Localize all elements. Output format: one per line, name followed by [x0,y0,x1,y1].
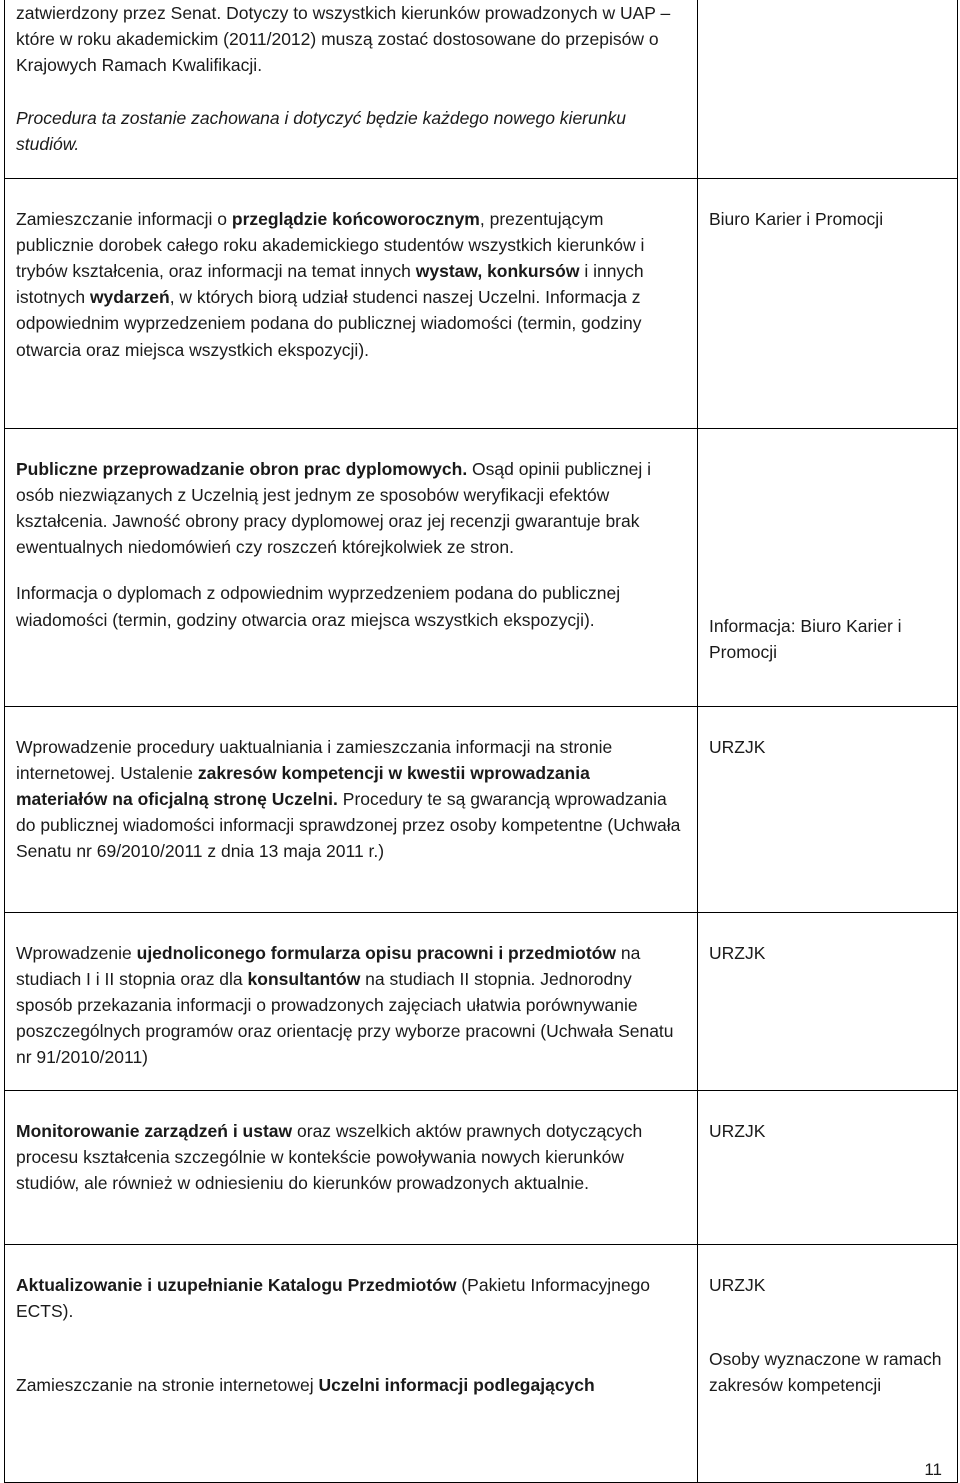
table-row [5,178,958,428]
paragraph: Informacja o dyplomach z odpowiednim wyprzedzeniem podana do publicznej wiadomości (termin, godziny otwarcia oraz miejsca wszystkich ekspozycji). [16,583,621,630]
paragraph [16,1118,686,1197]
paragraph [16,1272,686,1324]
text-run: Wprowadzenie [16,942,137,963]
measure-cell [5,428,698,706]
table-row [5,912,958,1090]
measure-cell [5,178,698,428]
bold-run: Aktualizowanie i uzupełnianie Katalogu Przedmiotów [16,1274,457,1295]
table-row [5,0,958,178]
text-run: , w których biorą udział studenci naszej Uczelni. Informacja z odpowiednim wyprzedzeniem podana do publicznej wiadomości (termin, godziny otwarcia oraz miejsca wszystkich ekspozycji). [16,287,642,360]
paragraph [16,1372,686,1398]
bold-run: Monitorowanie zarządzeń i ustaw [16,1120,293,1141]
responsible-cell: URZJK [698,706,958,912]
responsible-cell: Informacja: Biuro Karier i Promocji [698,428,958,706]
paragraph [16,940,686,1071]
bold-run: ujednoliconego formularza opisu pracowni i przedmiotów [136,942,616,963]
responsible-text: Osoby wyznaczone w ramach zakresów kompetencji [709,1348,942,1395]
paragraph: zatwierdzony przez Senat. Dotyczy to wszystkich kierunków prowadzonych w UAP – które w roku akademickim (2011/2012) muszą zostać dostosowane do przepisów o Krajowych Ramach Kwalifikacji. [16,3,671,76]
measure-cell [5,1244,698,1482]
text-run: Procedury te są gwarancją wprowadzania do publicznej wiadomości informacji sprawdzonej przez osoby kompetentne (Uchwała Senatu nr 69/2010/2011 z dnia 13 maja 2011 r.) [16,788,681,862]
text-run: na studiach I i II stopnia oraz dla [16,942,641,989]
responsible-cell: Biuro Karier i Promocji [698,178,958,428]
text-run: , prezentującym publicznie dorobek całego roku akademickiego studentów wszystkich kierunków i trybów kształcenia, oraz informacji na temat innych [16,208,645,281]
measure-cell [5,706,698,912]
table-row [5,428,958,706]
paragraph: Procedura ta zostanie zachowana i dotyczyć będzie każdego nowego kierunku studiów. [16,107,626,154]
bold-run: przeglądzie końcoworocznym [231,208,480,229]
text-run: Osąd opinii publicznej i osób niezwiązanych z Uczelnią jest jednym ze sposobów weryfikacji efektów kształcenia. Jawność obrony pracy dyplomowej oraz jej recenzji gwarantuje brak ewentualnych niedomówień czy roszczeń którejkolwiek ze stron. [16,458,652,558]
responsible-text: URZJK [709,1274,766,1295]
measure-cell [5,1090,698,1244]
measure-cell [5,912,698,1090]
document-table [4,0,958,1483]
paragraph [16,456,686,561]
responsible-cell [698,1244,958,1482]
table-row [5,1090,958,1244]
paragraph [16,206,686,363]
bold-run: wystaw, konkursów [415,260,580,281]
text-run: oraz wszelkich aktów prawnych dotyczących procesu kształcenia szczególnie w kontekście powoływania nowych kierunków studiów, ale również w odniesieniu do kierunków prowadzonych aktualnie. [16,1120,643,1193]
bold-run: konsultantów [247,968,361,989]
paragraph [16,734,686,865]
responsible-cell: URZJK [698,1090,958,1244]
bold-run: Uczelni informacji podlegających [318,1374,595,1395]
bold-run: wydarzeń [89,287,170,308]
bold-run: zakresów kompetencji w kwestii wprowadzania materiałów na oficjalną stronę Uczelni. [16,762,590,809]
table-row [5,1244,958,1482]
text-run: Wprowadzenie procedury uaktualniania i zamieszczania informacji na stronie internetowej. Ustalenie [16,736,613,783]
text-run: Zamieszczanie informacji o [16,208,232,229]
text-run: (Pakietu Informacyjnego ECTS). [16,1274,651,1321]
measure-cell [5,0,698,178]
text-run: Zamieszczanie na stronie internetowej [16,1374,319,1395]
text-run: i innych istotnych [16,260,644,308]
text-run: na studiach II stopnia. Jednorodny sposób przekazania informacji o prowadzonych zajęciach ułatwia porównywanie poszczególnych programów oraz orientację przy wyborze pracowni (Uchwała Senatu nr 91/2010/2011) [16,968,674,1068]
table-row [5,706,958,912]
bold-run: Publiczne przeprowadzanie obron prac dyplomowych. [16,458,468,479]
page-number: 11 [924,1460,942,1479]
responsible-cell [698,0,958,178]
responsible-cell: URZJK [698,912,958,1090]
